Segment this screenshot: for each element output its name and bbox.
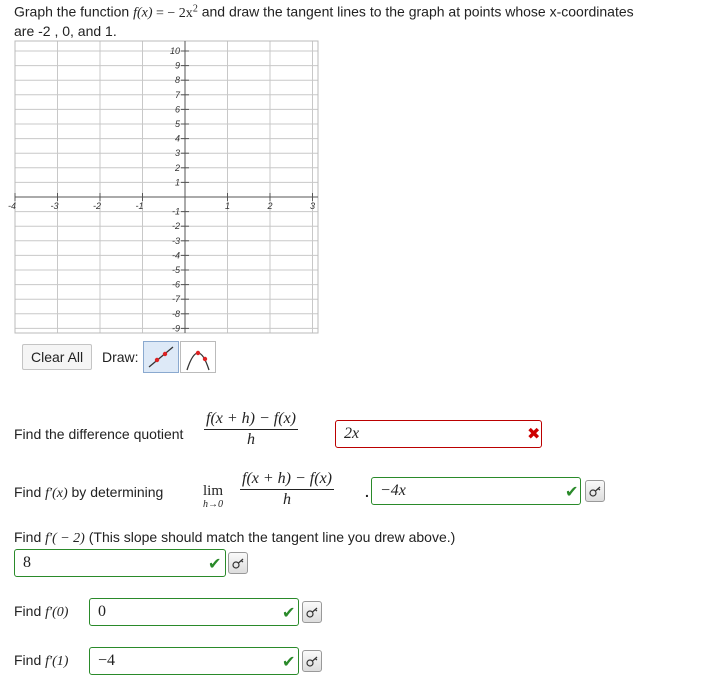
part4-label: Find f′(0) bbox=[14, 603, 69, 620]
period: . bbox=[365, 484, 369, 500]
question-text-rest: and draw the tangent lines to the graph at points whose x-coordinates bbox=[197, 3, 634, 20]
grid bbox=[15, 41, 318, 333]
question-text: Graph the function bbox=[14, 3, 134, 20]
tick-labels bbox=[8, 46, 315, 333]
key-icon[interactable] bbox=[302, 650, 322, 672]
line-tool-button[interactable] bbox=[143, 341, 179, 373]
correct-icon: ✔ bbox=[282, 603, 296, 622]
x-tick-label: 3 bbox=[309, 201, 316, 211]
derivative-input[interactable]: −4x bbox=[371, 477, 581, 505]
x-tick-label: -3 bbox=[50, 201, 59, 211]
y-tick-label: 2 bbox=[174, 162, 180, 173]
function-equation: = − $2x^2$ bbox=[152, 3, 198, 21]
y-tick-label: -1 bbox=[171, 206, 180, 217]
key-icon[interactable] bbox=[585, 480, 605, 502]
x-tick-label: -1 bbox=[135, 201, 144, 211]
y-tick-label: -3 bbox=[171, 235, 180, 246]
y-tick-label: 6 bbox=[174, 104, 180, 115]
y-tick-label: -8 bbox=[171, 308, 180, 319]
clear-all-button[interactable]: Clear All bbox=[22, 344, 92, 370]
difference-quotient-input[interactable]: 2x bbox=[335, 420, 542, 448]
question-line-1 bbox=[14, 3, 634, 22]
correct-icon: ✔ bbox=[208, 554, 222, 573]
axes bbox=[15, 41, 318, 333]
f-prime-neg2-input[interactable]: 8 bbox=[14, 549, 226, 577]
y-tick-label: 10 bbox=[169, 46, 180, 56]
x-tick-label: -4 bbox=[7, 201, 17, 211]
x-tick-label: -2 bbox=[92, 201, 102, 211]
draw-label: Draw: bbox=[94, 344, 147, 370]
parabola-tool-button[interactable] bbox=[180, 341, 216, 373]
y-tick-label: 9 bbox=[174, 60, 180, 71]
graph-canvas[interactable] bbox=[0, 35, 330, 340]
part3-label: Find f′( − 2) (This slope should match the tangent line you drew above.) bbox=[14, 529, 456, 546]
function-name: f(x) bbox=[133, 5, 153, 21]
part2-label: Find f′(x) by determining bbox=[14, 484, 164, 501]
y-tick-label: -9 bbox=[171, 323, 180, 334]
x-tick-label: 2 bbox=[267, 201, 273, 211]
correct-icon: ✔ bbox=[282, 652, 296, 671]
limit-symbol: lim h→0 bbox=[202, 483, 223, 510]
y-tick-label: -5 bbox=[171, 265, 180, 275]
y-tick-label: 1 bbox=[174, 177, 180, 188]
y-tick-label: -4 bbox=[171, 250, 180, 261]
parabola-tool-icon bbox=[181, 342, 215, 372]
y-tick-label: 8 bbox=[174, 75, 180, 86]
y-tick-label: -6 bbox=[171, 279, 180, 290]
x-tick-label: 1 bbox=[224, 201, 231, 211]
y-tick-label: -7 bbox=[171, 294, 180, 305]
f-prime-0-input[interactable]: 0 bbox=[89, 598, 299, 626]
part2-fraction: f(x + h) − f(x) h bbox=[242, 470, 332, 508]
correct-icon: ✔ bbox=[565, 482, 579, 501]
line-tool-icon bbox=[144, 342, 178, 372]
f-prime-1-input[interactable]: −4 bbox=[89, 647, 299, 675]
incorrect-icon: ✖ bbox=[527, 424, 541, 443]
y-tick-label: 7 bbox=[174, 89, 180, 100]
part5-label: Find f′(1) bbox=[14, 652, 69, 669]
key-icon[interactable] bbox=[228, 552, 248, 574]
y-tick-label: 5 bbox=[174, 119, 180, 129]
graph-border bbox=[15, 41, 318, 333]
y-tick-label: 4 bbox=[174, 133, 180, 144]
y-tick-label: 3 bbox=[174, 148, 180, 159]
y-tick-label: -2 bbox=[171, 221, 180, 232]
question-line-2: are -2 , 0, and 1. bbox=[14, 23, 117, 39]
part1-label: Find the difference quotient bbox=[14, 426, 184, 442]
key-icon[interactable] bbox=[302, 601, 322, 623]
part1-fraction: f(x + h) − f(x) h bbox=[206, 410, 296, 448]
